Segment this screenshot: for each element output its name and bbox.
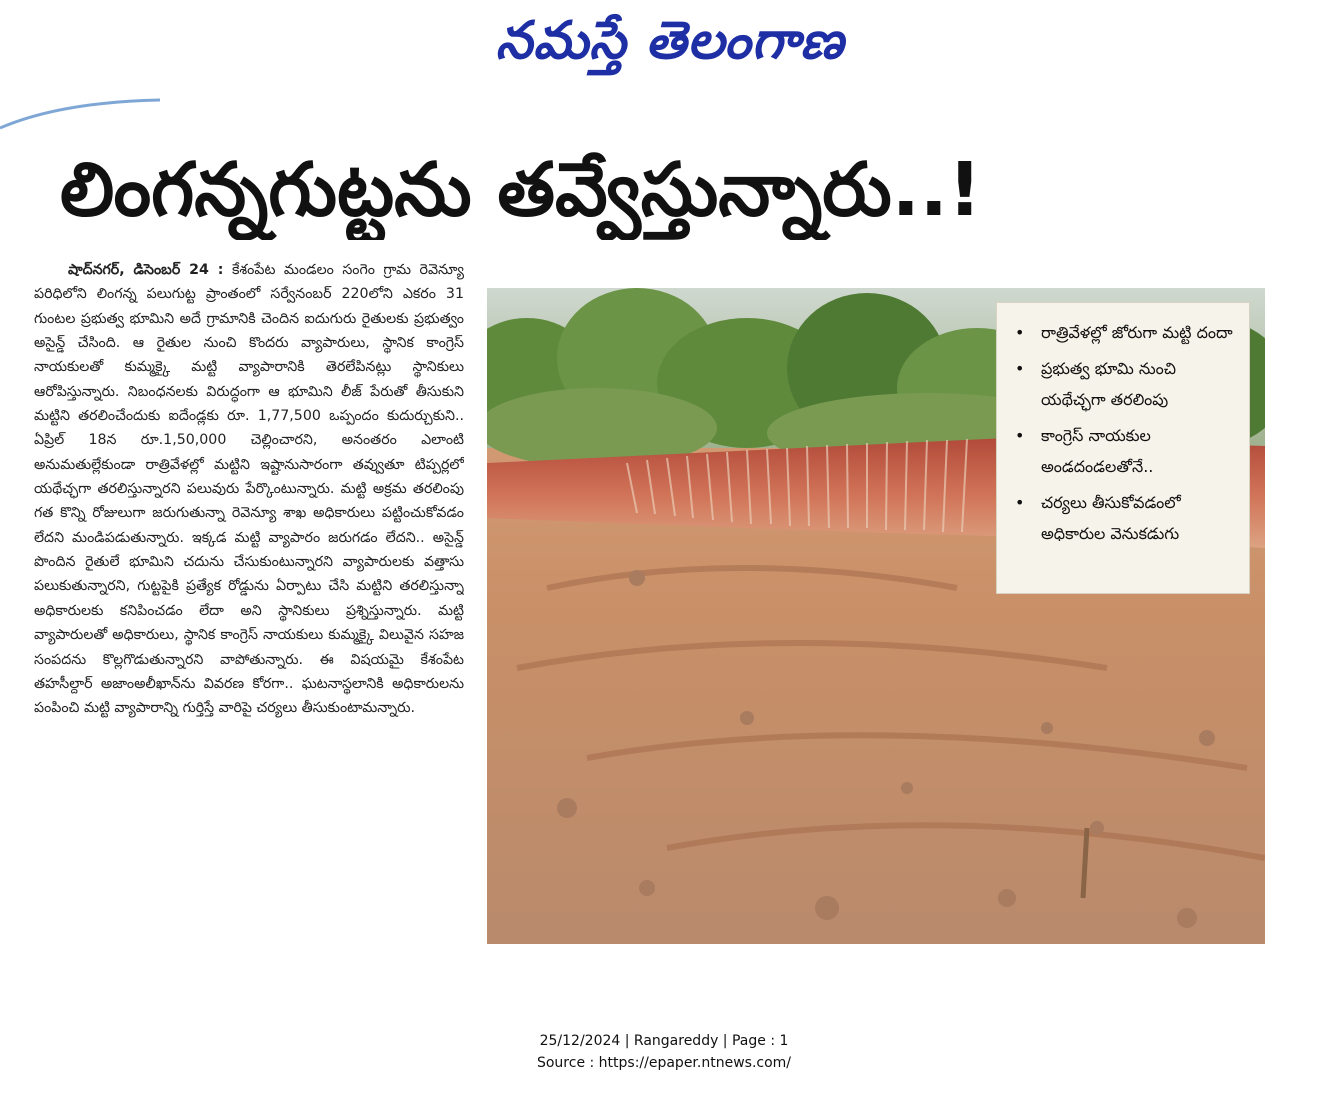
article-text xyxy=(34,258,464,928)
bullet-icon: • xyxy=(1015,323,1025,342)
highlight-text: రాత్రివేళల్లో జోరుగా మట్టి దందా xyxy=(1041,323,1233,342)
dateline: షాద్‌నగర్‌, డిసెంబర్‌ 24 : xyxy=(67,262,224,278)
highlights-list xyxy=(1011,317,1237,549)
highlight-text: చర్యలు తీసుకోవడంలో అధికారుల వెనుకడుగు xyxy=(1041,493,1181,543)
news-photo xyxy=(487,288,1265,944)
footer-source-line: Source : https://epaper.ntnews.com/ xyxy=(536,1055,792,1071)
article-body: కేశంపేట మండలం సంగెం గ్రామ రెవెన్యూ పరిధిలోని లింగన్న పలుగుట్ట ప్రాంతంలో సర్వేనంబర్‌ 220లోని ఎకరం 31 గుంటల ప్రభుత్వ భూమిని అదే గ్రామానికి చెందిన ఐదుగురు రైతులకు ప్రభుత్వం అసైన్డ్‌ చేసింది. ఆ రైతుల నుంచి కొందరు వ్యాపారులు, స్థానిక కాంగ్రెస్‌ నాయకులతో కుమ్మక్కై మట్టి వ్యాపారానికి తెరలేపినట్లు స్థానికులు ఆరోపిస్తున్నారు. నిబంధనలకు విరుద్ధంగా ఆ భూమిని లీజ్‌ పేరుతో తీసుకుని మట్టిని తరలించేందుకు ఐదేండ్లకు రూ. 1,77,500 ఒప్పందం కుదుర్చుకుని.. ఏప్రిల్‌ 18న రూ.1,50,000 చెల్లించారని, అనంతరం ఎలాంటి అనుమతుల్లేకుండా రాత్రివేళల్లో మట్టిని ఇష్టానుసారంగా తవ్వుతూ టిప్పర్లలో యథేచ్ఛగా తరలిస్తున్నారని పలువురు పేర్కొంటున్నారు. మట్టి అక్రమ తరలింపు గత కొన్ని రోజులుగా జరుగుతున్నా రెవెన్యూ శాఖ అధికారులు పట్టించుకోవడం లేదని మండిపడుతున్నారు. ఇక్కడ మట్టి వ్యాపారం జరుగడం లేదని.. అసైన్డ్‌ పొందిన రైతులే భూమిని చదును చేసుకుంటున్నారని వ్యాపారులకు వత్తాసు పలుకుతున్నారని, గుట్టపైకి ప్రత్యేక రోడ్డును ఏర్పాటు చేసి మట్టిని తరలిస్తున్నా అధికారులకు కనిపించడం లేదా అని స్థానికులు ప్రశ్నిస్తున్నారు. మట్టి వ్యాపారులతో అధికారులు, స్థానిక కాంగ్రెస్‌ నాయకులు కుమ్మక్కై విలువైన సహజ సంపదను కొల్లగొడుతున్నారని వాపోతున్నారు. ఈ విషయమై కేశంపేట తహసీల్దార్‌ అజాంఅలీఖాన్‌ను వివరణ కోరగా.. ఘటనాస్థలానికి అధికారులను పంపించి మట్టి వ్యాపారాన్ని గుర్తిస్తే వారిపై చర్యలు తీసుకుంటామన్నారు. xyxy=(34,262,464,717)
bullet-icon: • xyxy=(1015,426,1025,445)
highlight-item xyxy=(1011,317,1237,348)
bullet-icon: • xyxy=(1015,493,1025,512)
footer-date-line: 25/12/2024 | Rangareddy | Page : 1 xyxy=(539,1033,789,1049)
masthead-swoosh xyxy=(0,96,160,136)
highlight-item xyxy=(1011,420,1237,482)
headline: లింగన్నగుట్టను తవ్వేస్తున్నారు..! xyxy=(60,147,982,233)
highlight-text: ప్రభుత్వ భూమి నుంచి యథేచ్ఛగా తరలింపు xyxy=(1041,359,1177,409)
highlight-item xyxy=(1011,487,1237,549)
highlight-item xyxy=(1011,353,1237,415)
bullet-icon: • xyxy=(1015,359,1025,378)
footer xyxy=(0,1030,1328,1074)
highlight-text: కాంగ్రెస్‌ నాయకుల అండదండలతోనే.. xyxy=(1041,426,1154,476)
masthead-logo: నమస్తే తెలంగాణ xyxy=(495,10,845,71)
highlights-box xyxy=(996,302,1250,594)
